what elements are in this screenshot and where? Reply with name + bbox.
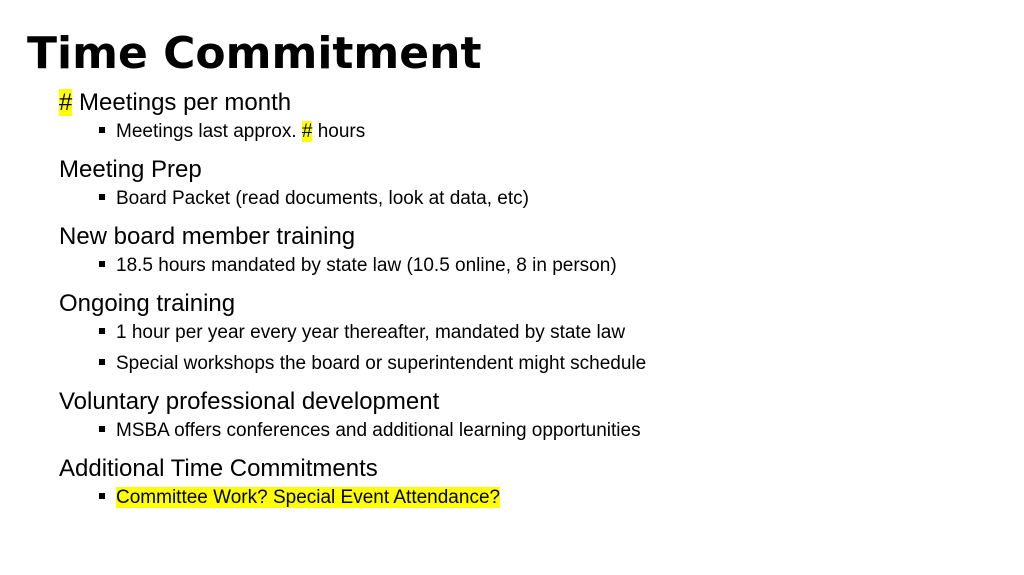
square-bullet-icon [99, 194, 105, 200]
bullet-list [59, 88, 999, 510]
list-item-committee-work [116, 486, 999, 510]
heading-additional-commitments: Additional Time Commitments [59, 455, 378, 482]
list-item-text: Board Packet (read documents, look at data, etc) [116, 188, 529, 209]
slide-title: Time Commitment [27, 28, 482, 79]
list-item-text: 1 hour per year every year thereafter, mandated by state law [116, 322, 626, 343]
list-item-text: MSBA offers conferences and additional learning opportunities [116, 420, 641, 441]
heading-new-member-training: New board member training [59, 223, 356, 250]
list-item-annual-hour [116, 321, 999, 345]
list-item-text: hours [312, 121, 366, 142]
list-item-mandated-hours [116, 254, 999, 278]
list-item-text: Special workshops the board or superintendent might schedule [116, 353, 647, 374]
list-item-text: Meetings last approx. [116, 121, 302, 142]
square-bullet-icon [99, 261, 105, 267]
square-bullet-icon [99, 359, 105, 365]
placeholder-highlight: # [301, 121, 313, 142]
square-bullet-icon [99, 426, 105, 432]
heading-ongoing-training: Ongoing training [59, 290, 236, 317]
list-item-meeting-length [116, 120, 999, 144]
heading-meetings-per-month [59, 88, 999, 118]
square-bullet-icon [99, 127, 105, 133]
highlighted-text: Committee Work? Special Event Attendance? [116, 487, 501, 508]
list-item-msba-conferences [116, 419, 999, 443]
square-bullet-icon [99, 328, 105, 334]
list-item-text: 18.5 hours mandated by state law (10.5 online, 8 in person) [116, 255, 617, 276]
heading-text: Meetings per month [72, 89, 292, 116]
heading-meeting-prep: Meeting Prep [59, 156, 202, 183]
list-item-special-workshops [116, 352, 999, 376]
square-bullet-icon [99, 493, 105, 499]
heading-voluntary-development: Voluntary professional development [59, 388, 440, 415]
placeholder-highlight: # [59, 89, 73, 116]
list-item-board-packet [116, 187, 999, 211]
